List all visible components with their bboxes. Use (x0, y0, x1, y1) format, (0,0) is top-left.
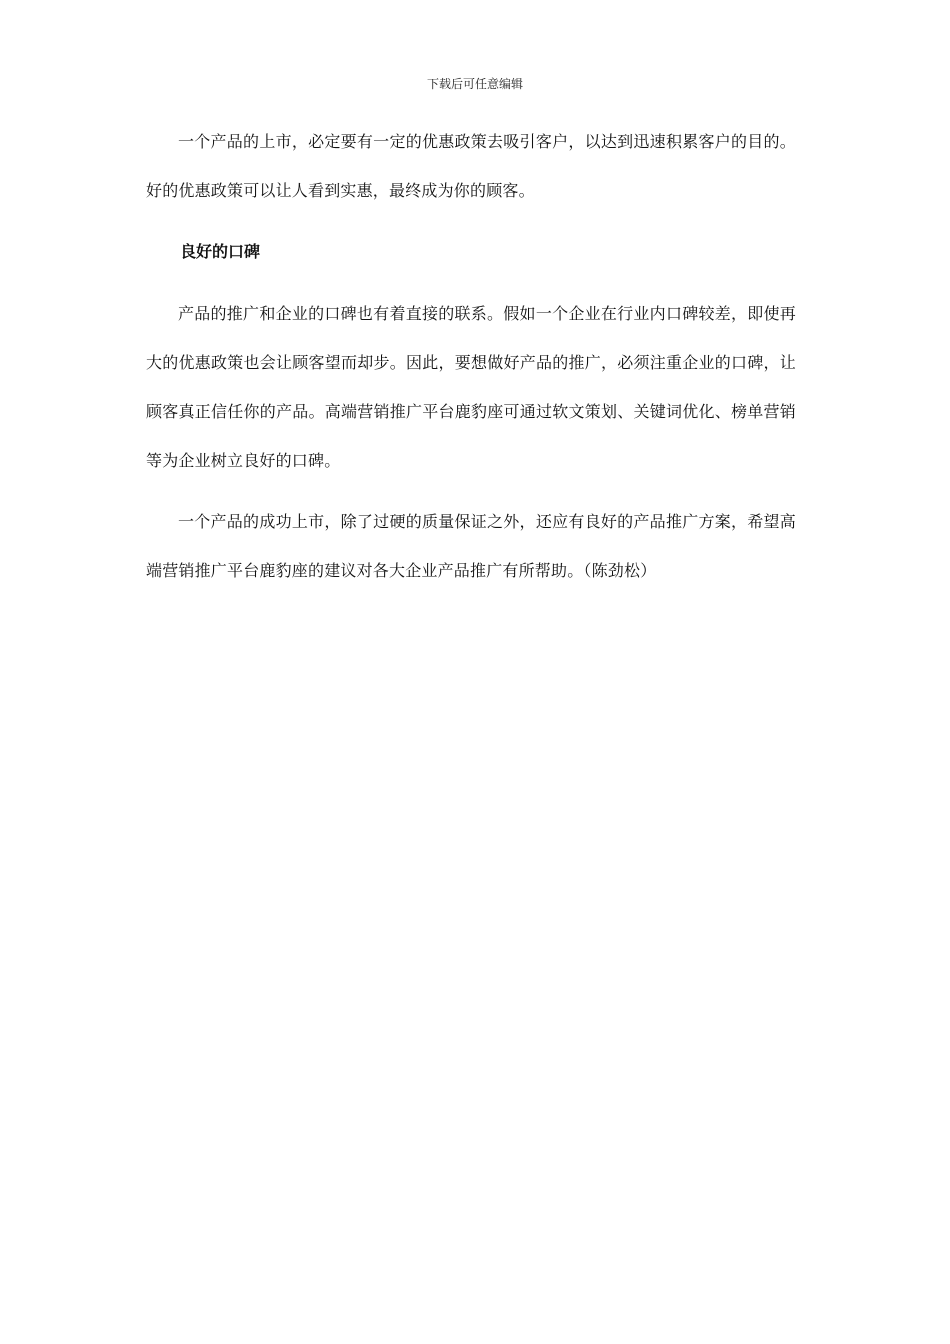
paragraph-conclusion: 一个产品的成功上市，除了过硬的质量保证之外，还应有良好的产品推广方案，希望高端营销推广平台鹿豹座的建议对各大企业产品推广有所帮助。（陈劲松） (146, 512, 796, 580)
paragraph-reputation: 产品的推广和企业的口碑也有着直接的联系。假如一个企业在行业内口碑较差，即使再大的优惠政策也会让顾客望而却步。因此，要想做好产品的推广，必须注重企业的口碑，让顾客真正信任你的产品。高端营销推广平台鹿豹座可通过软文策划、关键词优化、榜单营销等为企业树立良好的口碑。 (146, 304, 796, 470)
section-heading-reputation: 良好的口碑 (180, 242, 261, 261)
paragraph-promotion-policy: 一个产品的上市，必定要有一定的优惠政策去吸引客户，以达到迅速积累客户的目的。好的优惠政策可以让人看到实惠，最终成为你的顾客。 (146, 132, 796, 200)
document-body (146, 117, 796, 595)
page-header: 下载后可任意编辑 (426, 77, 523, 91)
